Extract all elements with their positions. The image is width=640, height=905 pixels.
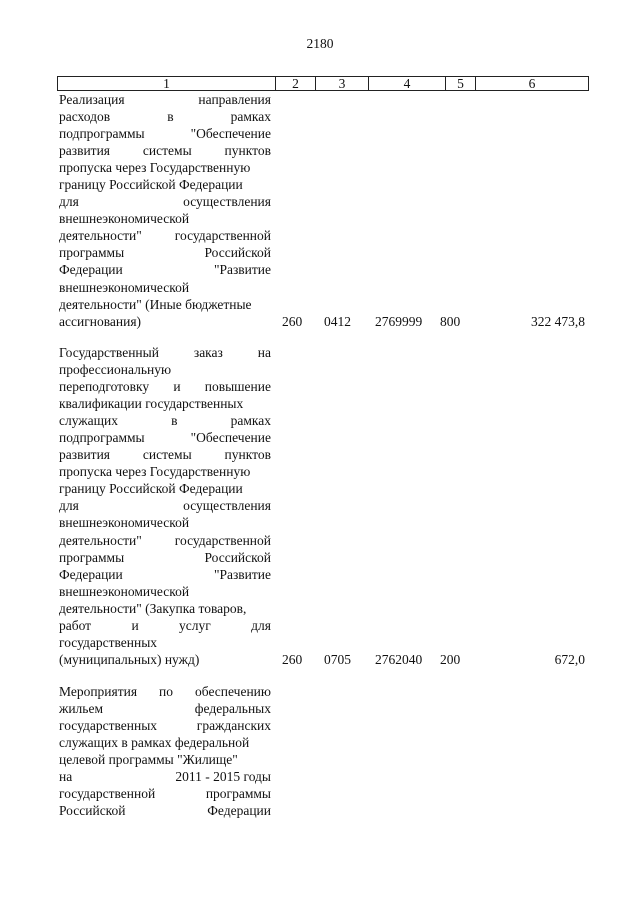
column-header-3: 3 bbox=[316, 77, 369, 90]
description-word: внешнеэкономической bbox=[59, 279, 190, 295]
description-word: пунктов bbox=[224, 447, 271, 463]
description-word: внешнеэкономической bbox=[59, 583, 190, 599]
column-header-2: 2 bbox=[276, 77, 316, 90]
description-word: государственной bbox=[174, 532, 271, 548]
column-header-1: 1 bbox=[58, 77, 276, 90]
column-header-5: 5 bbox=[446, 77, 476, 90]
row-values bbox=[59, 651, 589, 668]
description-word: развития bbox=[59, 447, 111, 463]
ministry-code: 260 bbox=[282, 651, 303, 667]
description-line bbox=[59, 142, 271, 159]
description-line bbox=[59, 751, 271, 768]
description-word: для bbox=[251, 617, 271, 633]
description-line bbox=[59, 176, 271, 193]
description-line bbox=[59, 279, 271, 296]
description-line bbox=[59, 532, 271, 549]
description-word: заказ bbox=[193, 345, 223, 360]
description-word: подпрограммы bbox=[59, 126, 145, 142]
description-word: повышение bbox=[204, 379, 271, 395]
description-line bbox=[59, 395, 271, 412]
description-word: программы bbox=[205, 786, 271, 802]
table-header-row bbox=[57, 76, 589, 91]
description-line bbox=[59, 378, 271, 395]
description-word: по bbox=[159, 684, 174, 699]
description-word: программы bbox=[59, 549, 125, 565]
description-word: пунктов bbox=[224, 143, 271, 159]
description-word: расходов bbox=[59, 109, 111, 125]
description-line bbox=[59, 480, 271, 497]
row-values bbox=[59, 313, 589, 330]
description-word: и bbox=[173, 379, 181, 395]
description-word: квалификации государственных bbox=[59, 396, 244, 412]
description-line bbox=[59, 227, 271, 244]
row-description bbox=[59, 683, 271, 819]
description-word: деятельности" bbox=[59, 532, 142, 548]
description-word: системы bbox=[142, 447, 192, 463]
description-word: служащих в рамках федеральной bbox=[59, 735, 250, 751]
description-word: Федерации bbox=[59, 566, 123, 582]
description-word: услуг bbox=[179, 617, 211, 633]
description-word: Российской bbox=[204, 245, 271, 261]
description-line bbox=[59, 717, 271, 734]
description-word: работ bbox=[59, 617, 92, 633]
expense-type-code: 800 bbox=[440, 313, 461, 329]
description-word: федеральных bbox=[194, 701, 271, 717]
description-word: государственных bbox=[59, 634, 158, 650]
description-word: Государственный bbox=[59, 345, 159, 360]
description-word: программы bbox=[59, 245, 125, 261]
description-line bbox=[59, 91, 271, 108]
description-word: Федерации bbox=[59, 262, 123, 278]
page-number: 2180 bbox=[306, 36, 334, 51]
row-description bbox=[59, 344, 271, 668]
description-word: рамках bbox=[230, 413, 271, 429]
description-line bbox=[59, 634, 271, 651]
description-word: пропуска через Государственную bbox=[59, 464, 251, 480]
description-word: на bbox=[257, 345, 271, 360]
description-line bbox=[59, 412, 271, 429]
description-line bbox=[59, 768, 271, 785]
description-line bbox=[59, 344, 271, 361]
description-word: границу Российской Федерации bbox=[59, 481, 243, 497]
description-word: пропуска через Государственную bbox=[59, 160, 251, 176]
section-code: 0705 bbox=[324, 651, 351, 667]
description-line bbox=[59, 600, 271, 617]
target-article-code: 2762040 bbox=[375, 651, 423, 667]
description-word: служащих bbox=[59, 413, 118, 429]
row-values bbox=[59, 802, 589, 819]
table-row bbox=[59, 344, 589, 668]
description-line bbox=[59, 583, 271, 600]
table-row bbox=[59, 683, 589, 819]
description-word: рамках bbox=[230, 109, 271, 125]
target-article-code: 2769999 bbox=[375, 313, 423, 329]
description-word: государственной bbox=[174, 228, 271, 244]
description-line bbox=[59, 617, 271, 634]
amount: 672,0 bbox=[554, 651, 585, 667]
description-word: государственной bbox=[59, 786, 156, 802]
description-word: Российской bbox=[59, 803, 126, 819]
description-word: целевой программы "Жилище" bbox=[59, 752, 238, 768]
description-word: переподготовку bbox=[59, 379, 150, 395]
description-word: осуществления bbox=[183, 194, 271, 210]
column-header-4: 4 bbox=[369, 77, 446, 90]
description-word: гражданских bbox=[196, 718, 271, 734]
description-line bbox=[59, 463, 271, 480]
description-word: развития bbox=[59, 143, 111, 159]
description-word: обеспечению bbox=[195, 684, 271, 699]
description-word: Российской bbox=[204, 549, 271, 565]
description-word: внешнеэкономической bbox=[59, 211, 190, 227]
description-word: направления bbox=[198, 92, 271, 107]
description-line bbox=[59, 108, 271, 125]
description-word: в bbox=[167, 109, 174, 125]
description-word: профессиональную bbox=[59, 362, 172, 378]
description-line bbox=[59, 683, 271, 700]
description-word: Реализация bbox=[59, 92, 125, 107]
description-word: для bbox=[59, 194, 79, 210]
description-word: деятельности" (Закупка товаров, bbox=[59, 600, 247, 616]
description-word: границу Российской Федерации bbox=[59, 177, 243, 193]
amount: 322 473,8 bbox=[531, 313, 585, 329]
row-description bbox=[59, 91, 271, 330]
description-word: Федерации bbox=[207, 803, 271, 819]
table-row bbox=[59, 91, 589, 330]
description-line bbox=[59, 514, 271, 531]
description-word: деятельности" (Иные бюджетные bbox=[59, 296, 252, 312]
description-word: и bbox=[131, 617, 139, 633]
section-code: 0412 bbox=[324, 313, 351, 329]
description-word: "Обеспечение bbox=[190, 430, 271, 446]
description-word: 2011 - 2015 годы bbox=[175, 769, 271, 785]
description-line bbox=[59, 566, 271, 583]
description-line bbox=[59, 159, 271, 176]
description-word: "Развитие bbox=[213, 262, 271, 278]
description-word: "Развитие bbox=[213, 566, 271, 582]
description-line bbox=[59, 446, 271, 463]
ministry-code: 260 bbox=[282, 313, 303, 329]
description-line bbox=[59, 361, 271, 378]
description-line bbox=[59, 210, 271, 227]
description-word: "Обеспечение bbox=[190, 126, 271, 142]
description-word: жильем bbox=[59, 701, 103, 717]
description-word: в bbox=[171, 413, 178, 429]
description-line bbox=[59, 296, 271, 313]
description-line bbox=[59, 193, 271, 210]
description-line bbox=[59, 785, 271, 802]
description-word: Мероприятия bbox=[59, 684, 138, 699]
description-word: для bbox=[59, 498, 79, 514]
description-word: осуществления bbox=[183, 498, 271, 514]
description-word: подпрограммы bbox=[59, 430, 145, 446]
description-line bbox=[59, 700, 271, 717]
description-line bbox=[59, 125, 271, 142]
expense-type-code: 200 bbox=[440, 651, 461, 667]
description-word: системы bbox=[142, 143, 192, 159]
description-word: деятельности" bbox=[59, 228, 142, 244]
description-word: на bbox=[59, 769, 73, 785]
column-header-6: 6 bbox=[528, 76, 536, 91]
description-word: государственных bbox=[59, 718, 158, 734]
description-line bbox=[59, 549, 271, 566]
description-line bbox=[59, 497, 271, 514]
description-word: ассигнования) bbox=[59, 313, 142, 329]
description-line bbox=[59, 244, 271, 261]
description-word: внешнеэкономической bbox=[59, 515, 190, 531]
description-line bbox=[59, 261, 271, 278]
description-line bbox=[59, 429, 271, 446]
description-word: (муниципальных) нужд) bbox=[59, 651, 200, 667]
description-line bbox=[59, 734, 271, 751]
